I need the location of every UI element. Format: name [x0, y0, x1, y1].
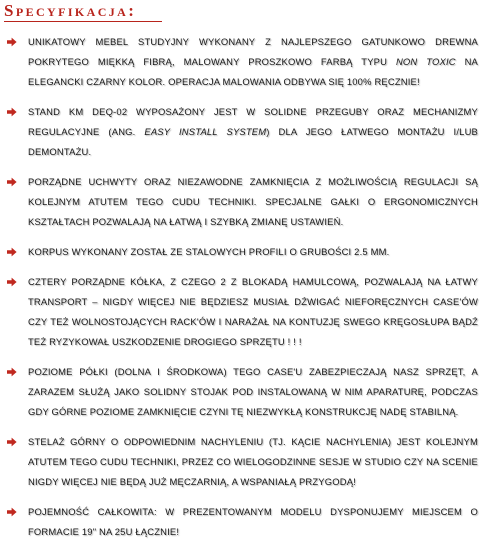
- red-arrow-right-icon: [7, 177, 17, 187]
- title-underline: [4, 21, 162, 22]
- red-arrow-right-icon: [7, 507, 17, 517]
- red-arrow-right-icon: [7, 277, 17, 287]
- specification-list: [0, 32, 500, 542]
- item-text-continued: NA ELEGANCKI CZARNY KOLOR. OPERACJA MALOWANIA ODBYWA SIĘ 100% RĘCZNIE!: [28, 56, 478, 87]
- item-text-continued: ) DLA JEGO ŁATWEGO MONTAŻU I/LUB DEMONTAŻU.: [28, 126, 478, 157]
- item-text: STELAŻ GÓRNY O ODPOWIEDNIM NACHYLENIU (TJ. KĄCIE NACHYLENIA) JEST KOLEJNYM ATUTEM TEGO CUDU TECHNIKI, PRZEZ CO WIELOGODZINNE SESJE W STUDIO CZY NA SCENIE NIGDY WIĘCEJ NIE BĘDĄ JUŻ MĘCZARNIĄ, A WSPANIAŁĄ PRZYGODĄ!: [28, 436, 478, 487]
- item-text: CZTERY PORZĄDNE KÓŁKA, Z CZEGO 2 Z BLOKADĄ HAMULCOWĄ, POZWALAJĄ NA ŁATWY TRANSPORT – NIGDY WIĘCEJ NIE BĘDZIESZ MUSIAŁ DŹWIGAĆ NIEFORĘCZNYCH CASE'ÓW CZY TEŻ WOLNOSTOJĄCYCH RACK'ÓW I NARAŻAŁ NA KONTUZJĘ SWEGO KRĘGOSŁUPA BĄDŹ TEŻ RYZYKOWAŁ USZKODZENIE DROGIEGO SPRZĘTU ! ! !: [28, 276, 478, 347]
- red-arrow-right-icon: [7, 437, 17, 447]
- item-text: STAND KM DEQ-02 WYPOSAŻONY JEST W SOLIDNE PRZEGUBY ORAZ MECHANIZMY REGULACYJNE (ANG.: [28, 106, 478, 137]
- item-text: PORZĄDNE UCHWYTY ORAZ NIEZAWODNE ZAMKNIĘCIA Z MOŻLIWOŚCIĄ REGULACJI SĄ KOLEJNYM ATUTEM TEGO CUDU TECHNIKI. SPECJALNE GAŁKI O ERGONOMICZNYCH KSZTAŁTACH POZWALAJĄ NA ŁATWĄ I SZYBKĄ ZMIANĘ USTAWIEŃ.: [28, 176, 478, 227]
- list-item: [0, 502, 500, 542]
- list-item: [0, 272, 500, 352]
- list-item: [0, 102, 500, 162]
- red-arrow-right-icon: [7, 107, 17, 117]
- red-arrow-right-icon: [7, 37, 17, 47]
- list-item: [0, 32, 500, 92]
- red-arrow-right-icon: [7, 367, 17, 377]
- list-item: [0, 432, 500, 492]
- item-emphasis: NON TOXIC: [395, 56, 456, 67]
- list-item: [0, 172, 500, 232]
- item-text: POZIOME PÓŁKI (DOLNA I ŚRODKOWA) TEGO CASE'U ZABEZPIECZAJĄ NASZ SPRZĘT, A ZARAZEM SŁUŻĄ JAKO SOLIDNY STOJAK POD INSTALOWANĄ W NIM APARATURĘ, PODCZAS GDY GÓRNE POZIOME ZAMKNIĘCIE CZYNI TĘ NIEZWYKŁĄ KONSTRUKCJĘ NADĘ STABILNĄ.: [28, 366, 478, 417]
- list-item: [0, 242, 500, 262]
- item-text: KORPUS WYKONANY ZOSTAŁ ZE STALOWYCH PROFILI O GRUBOŚCI 2.5 MM.: [28, 246, 390, 257]
- item-emphasis: EASY INSTALL SYSTEM: [144, 126, 267, 137]
- section-title: Specyfikacja:: [4, 1, 137, 20]
- list-item: [0, 362, 500, 422]
- item-text: UNIKATOWY MEBEL STUDYJNY WYKONANY Z NAJLEPSZEGO GATUNKOWO DREWNA POKRYTEGO MIĘKKĄ FIBRĄ, MALOWANY PROSZKOWO FARBĄ TYPU: [28, 36, 478, 67]
- item-text: POJEMNOŚĆ CAŁKOWITA: W PREZENTOWANYM MODELU DYSPONUJEMY MIEJSCEM O FORMACIE 19" NA 25U ŁĄCZNIE!: [28, 506, 478, 537]
- red-arrow-right-icon: [7, 247, 17, 257]
